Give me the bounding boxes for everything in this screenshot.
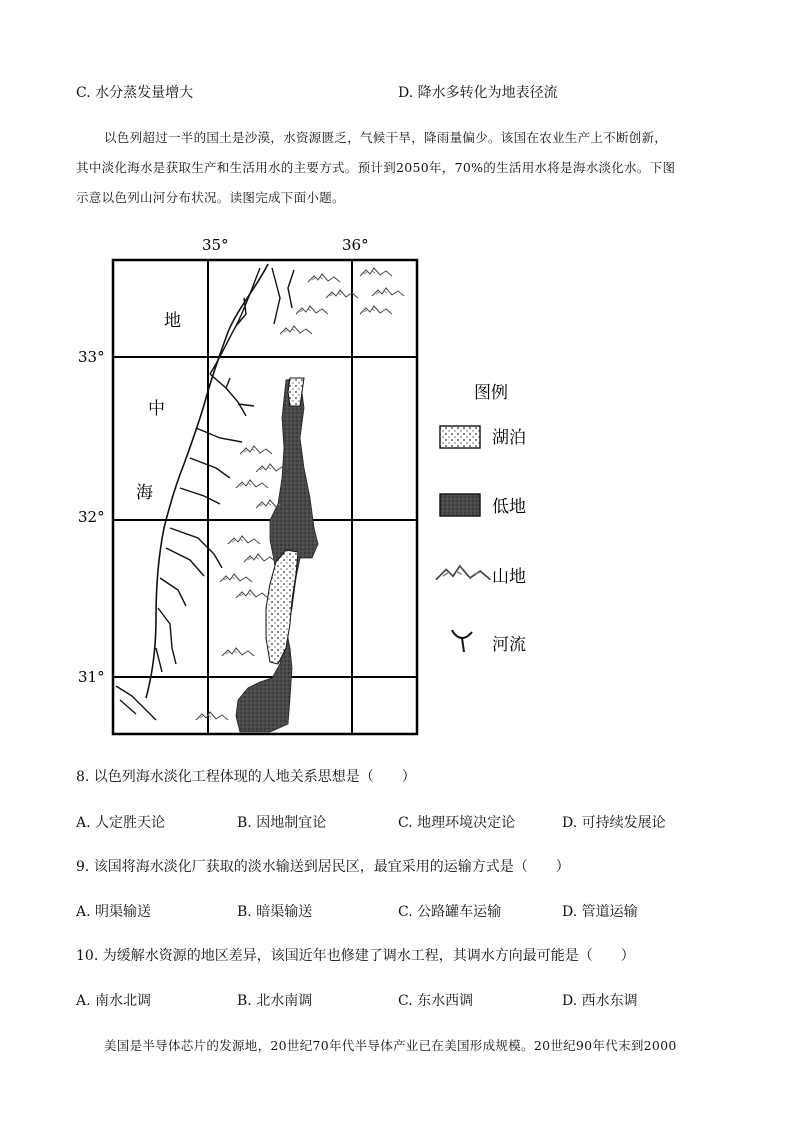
legend-lake-label: 湖泊 <box>492 428 526 448</box>
passage-line-3: 示意以色列山河分布状况。读图完成下面小题。 <box>76 190 345 205</box>
q8-option-c: C. 地理环境决定论 <box>398 815 516 831</box>
lon-label-36: 36° <box>342 236 369 254</box>
q10-option-b: B. 北水南调 <box>237 993 313 1009</box>
sea-char-3: 海 <box>136 483 153 503</box>
lat-label-31: 31° <box>78 668 105 686</box>
q9-option-c: C. 公路罐车运输 <box>398 904 502 920</box>
question-8-stem: 8. 以色列海水淡化工程体现的人地关系思想是（ ） <box>76 769 416 785</box>
sea-char-2: 中 <box>148 399 165 419</box>
legend-mountain-label: 山地 <box>492 567 526 587</box>
legend-lowland-label: 低地 <box>492 497 526 517</box>
lat-label-33: 33° <box>78 348 105 366</box>
q9-option-b: B. 暗渠输送 <box>237 904 313 920</box>
q9-option-a: A. 明渠输送 <box>76 904 152 920</box>
map-frame <box>113 260 417 734</box>
legend-mountain-icon <box>436 566 490 580</box>
lon-label-35: 35° <box>202 236 229 254</box>
sea-char-1: 地 <box>164 311 181 331</box>
legend-lake-swatch <box>440 426 480 448</box>
bottom-passage-line: 美国是半导体芯片的发源地，20世纪70年代半导体产业已在美国形成规模。20世纪90年代末到2000 <box>104 1038 677 1053</box>
legend-river-label: 河流 <box>492 635 526 655</box>
question-9-stem: 9. 该国将海水淡化厂获取的淡水输送到居民区，最宜采用的运输方式是（ ） <box>76 859 570 875</box>
q8-option-a: A. 人定胜天论 <box>76 815 166 831</box>
option-d-top: D. 降水多转化为地表径流 <box>398 85 558 101</box>
q8-option-d: D. 可持续发展论 <box>562 815 666 831</box>
passage-line-1: 以色列超过一半的国土是沙漠，水资源匮乏，气候干旱，降雨量偏少。该国在农业生产上不断创新， <box>104 130 668 145</box>
israel-terrain-map <box>60 228 580 748</box>
option-c-top: C. 水分蒸发量增大 <box>76 85 194 101</box>
legend-river-icon <box>452 630 472 652</box>
q8-option-b: B. 因地制宜论 <box>237 815 327 831</box>
legend-lowland-swatch <box>440 494 480 516</box>
legend-title: 图例 <box>474 383 508 403</box>
lat-label-32: 32° <box>78 508 105 526</box>
question-10-stem: 10. 为缓解水资源的地区差异，该国近年也修建了调水工程，其调水方向最可能是（ ） <box>76 948 635 964</box>
passage-line-2: 其中淡化海水是获取生产和生活用水的主要方式。预计到2050年，70%的生活用水将是海水淡化水。下图 <box>76 160 676 175</box>
q10-option-d: D. 西水东调 <box>562 993 638 1009</box>
q10-option-c: C. 东水西调 <box>398 993 474 1009</box>
q9-option-d: D. 管道运输 <box>562 904 638 920</box>
q10-option-a: A. 南水北调 <box>76 993 152 1009</box>
